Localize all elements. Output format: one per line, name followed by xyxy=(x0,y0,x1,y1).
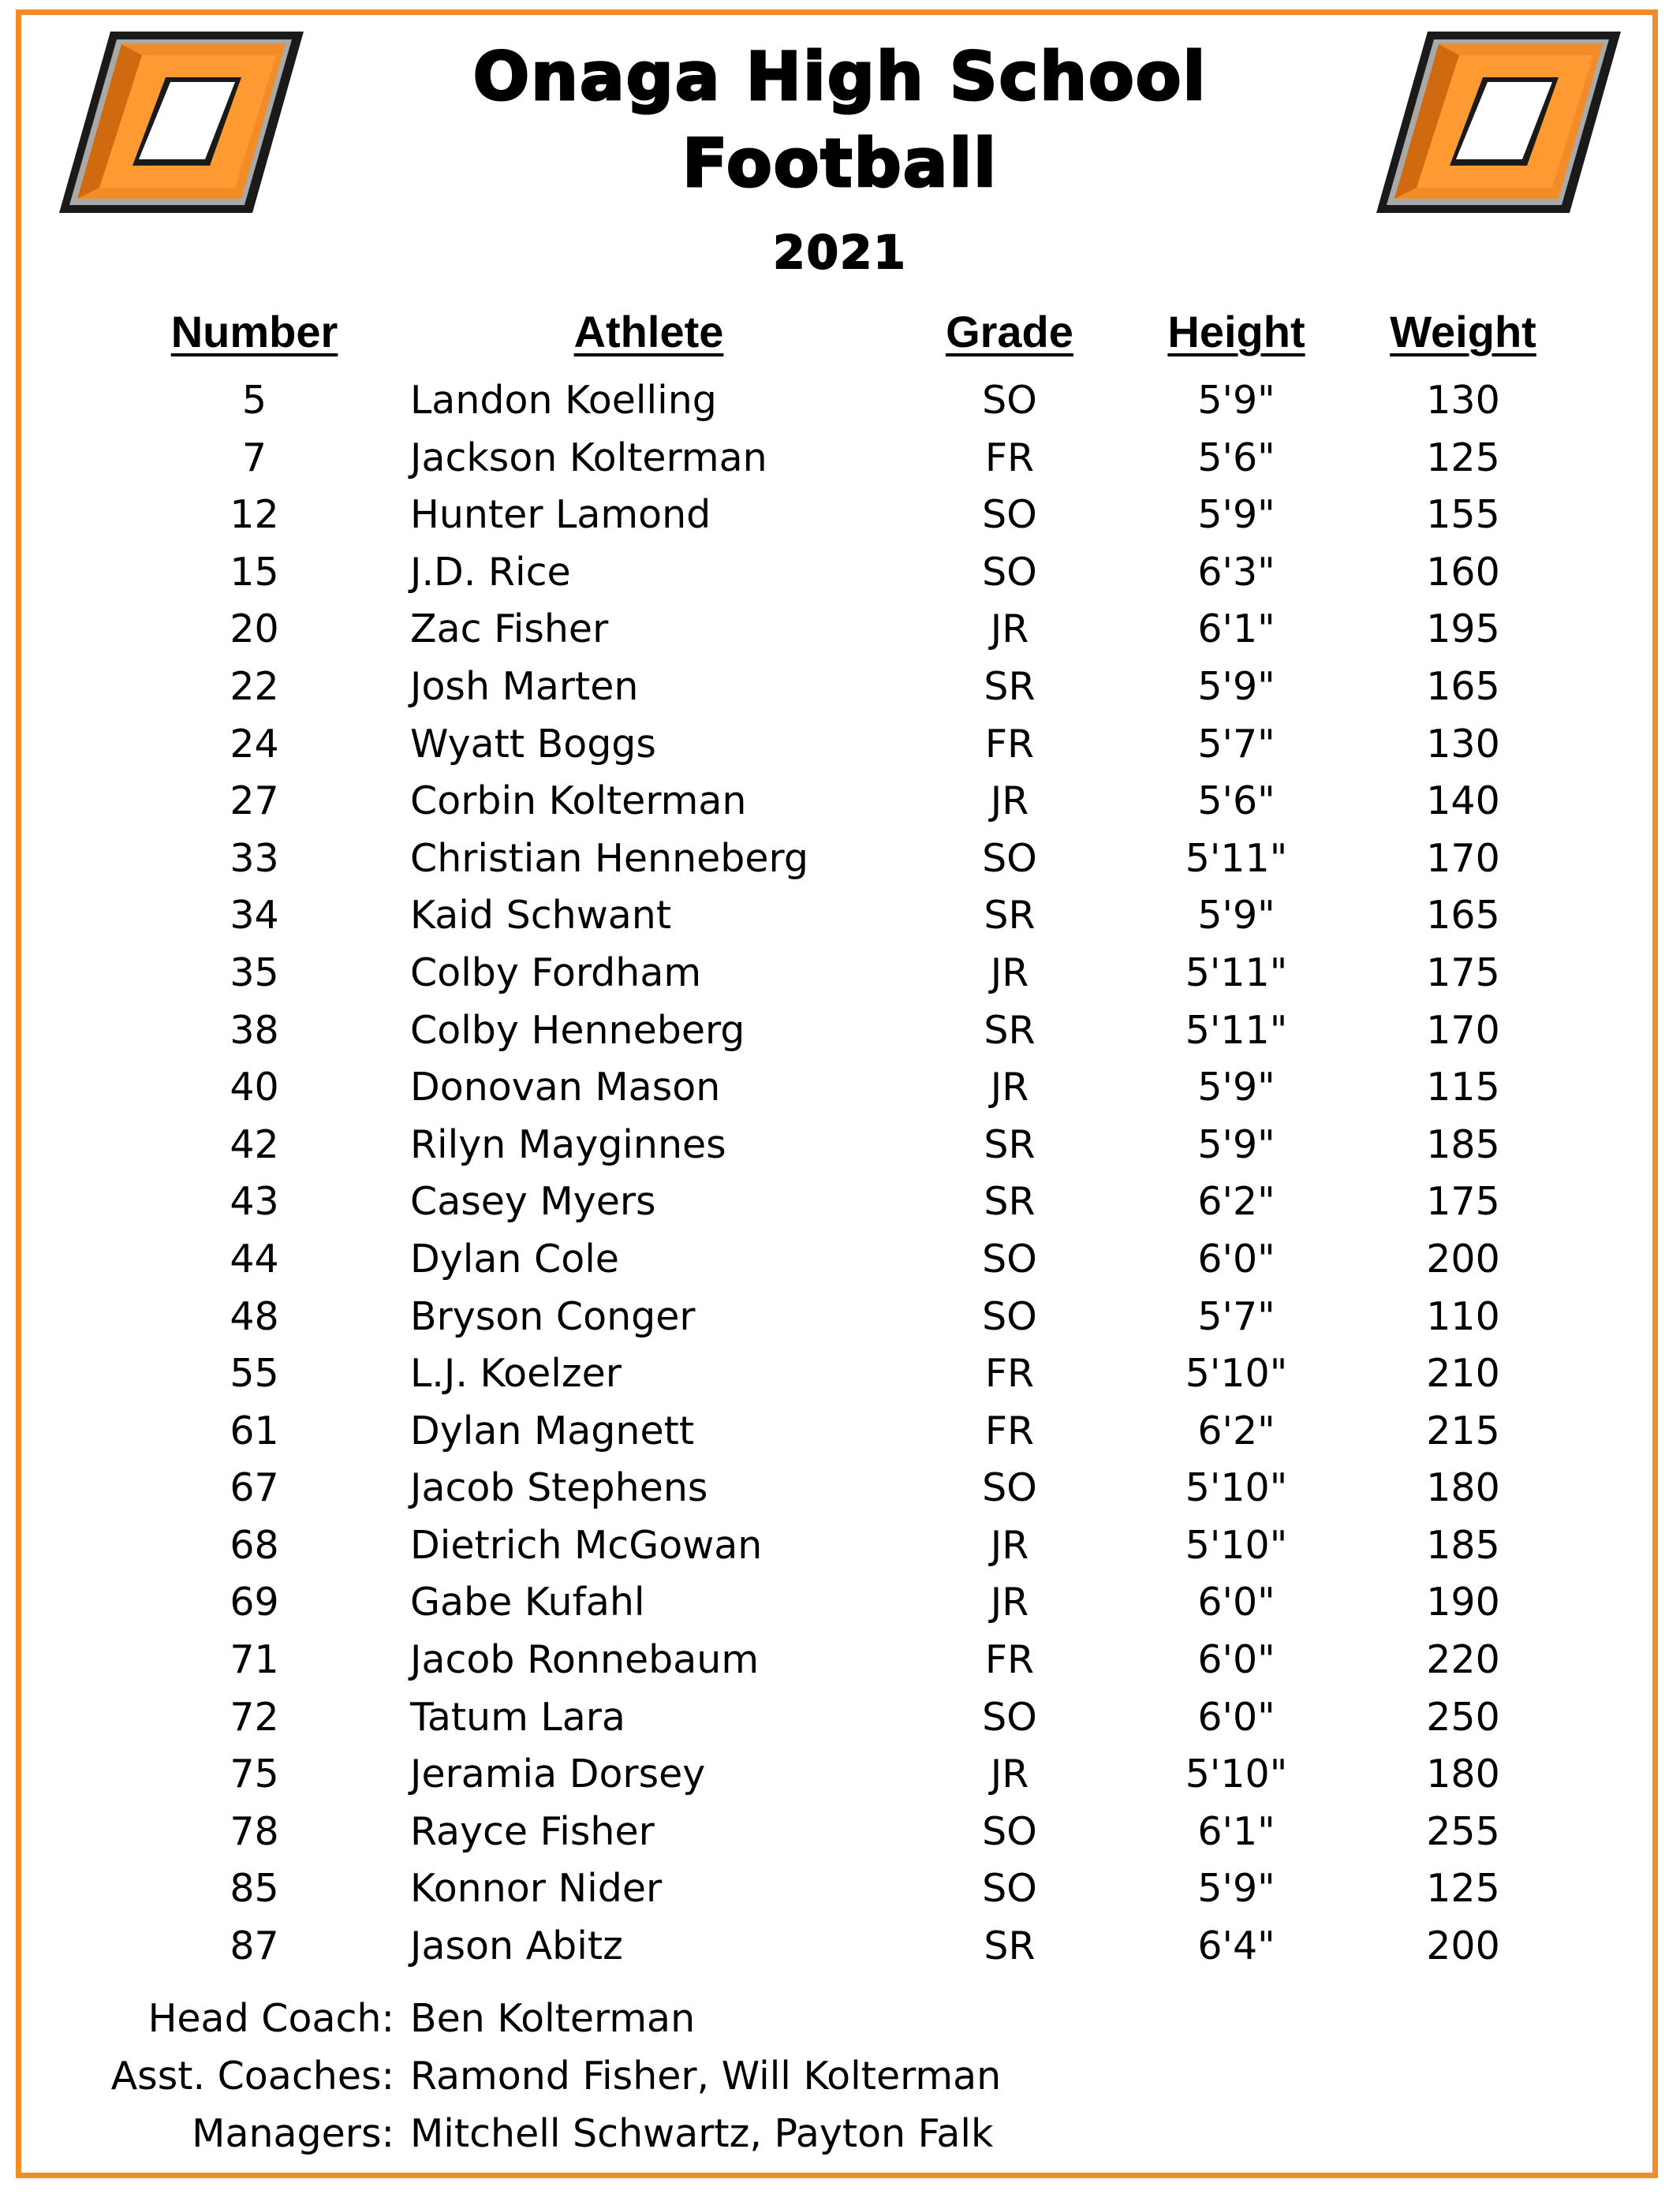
player-name: Colby Henneberg xyxy=(410,1007,745,1053)
player-weight: 200 xyxy=(1426,1236,1500,1282)
table-row xyxy=(0,1231,1680,1289)
player-number: 78 xyxy=(230,1808,279,1854)
player-name: Josh Marten xyxy=(410,663,639,709)
player-number: 71 xyxy=(230,1637,279,1683)
table-row xyxy=(0,1746,1680,1804)
player-weight: 130 xyxy=(1426,721,1500,767)
player-name: Rayce Fisher xyxy=(410,1808,655,1854)
player-height: 6'0" xyxy=(1197,1236,1275,1282)
table-row xyxy=(0,1804,1680,1861)
player-weight: 170 xyxy=(1426,1007,1500,1053)
player-number: 40 xyxy=(230,1065,279,1110)
table-row xyxy=(0,659,1680,716)
page-subtitle: Football xyxy=(682,125,998,202)
player-number: 34 xyxy=(230,893,279,938)
player-grade: JR xyxy=(990,778,1029,824)
player-name: Christian Henneberg xyxy=(410,835,808,881)
column-header-grade: Grade xyxy=(946,307,1073,356)
player-weight: 190 xyxy=(1426,1580,1500,1625)
table-row xyxy=(0,1059,1680,1117)
player-number: 22 xyxy=(230,663,279,709)
player-weight: 215 xyxy=(1426,1408,1500,1453)
player-name: Wyatt Boggs xyxy=(410,721,656,767)
player-height: 5'9" xyxy=(1197,1866,1275,1912)
player-height: 5'9" xyxy=(1197,378,1275,423)
table-row xyxy=(0,1460,1680,1517)
table-row xyxy=(0,1517,1680,1575)
player-weight: 255 xyxy=(1426,1808,1500,1854)
table-row xyxy=(0,1289,1680,1346)
player-height: 5'10" xyxy=(1185,1351,1288,1397)
table-row xyxy=(0,1173,1680,1231)
player-grade: SO xyxy=(982,378,1037,423)
player-weight: 250 xyxy=(1426,1694,1500,1740)
player-height: 5'10" xyxy=(1185,1465,1288,1511)
table-row xyxy=(0,945,1680,1002)
table-row xyxy=(0,1574,1680,1632)
player-height: 5'10" xyxy=(1185,1752,1288,1797)
player-height: 6'3" xyxy=(1197,549,1275,595)
player-grade: SR xyxy=(984,1007,1036,1053)
season-year: 2021 xyxy=(773,226,907,279)
player-height: 6'0" xyxy=(1197,1580,1275,1625)
player-number: 24 xyxy=(230,721,279,767)
player-number: 12 xyxy=(230,492,279,538)
player-grade: SO xyxy=(982,1293,1037,1339)
player-weight: 165 xyxy=(1426,893,1500,938)
player-name: Dylan Magnett xyxy=(410,1408,695,1453)
staff-label: Asst. Coaches: xyxy=(110,2054,394,2099)
player-height: 6'2" xyxy=(1197,1408,1275,1453)
player-height: 6'0" xyxy=(1197,1694,1275,1740)
player-number: 42 xyxy=(230,1121,279,1167)
player-name: Jackson Kolterman xyxy=(410,435,767,480)
player-grade: SR xyxy=(984,663,1036,709)
player-grade: JR xyxy=(990,606,1029,652)
player-name: Kaid Schwant xyxy=(410,893,672,938)
player-height: 5'11" xyxy=(1185,950,1288,995)
player-grade: FR xyxy=(984,1408,1035,1453)
player-name: L.J. Koelzer xyxy=(410,1351,622,1397)
table-row xyxy=(0,773,1680,830)
player-weight: 180 xyxy=(1426,1465,1500,1511)
player-name: Colby Fordham xyxy=(410,950,702,995)
player-number: 35 xyxy=(230,950,279,995)
player-height: 5'9" xyxy=(1197,1065,1275,1110)
table-row xyxy=(0,1345,1680,1403)
table-row xyxy=(0,487,1680,544)
staff-row xyxy=(0,2106,1680,2163)
player-grade: SO xyxy=(982,1866,1037,1912)
staff-names: Ben Kolterman xyxy=(410,1996,696,2041)
table-row xyxy=(0,1918,1680,1976)
table-row xyxy=(0,716,1680,774)
player-weight: 115 xyxy=(1426,1065,1500,1110)
player-weight: 110 xyxy=(1426,1293,1500,1339)
player-height: 6'4" xyxy=(1197,1923,1275,1969)
table-row xyxy=(0,430,1680,487)
player-grade: SR xyxy=(984,1179,1036,1225)
player-number: 69 xyxy=(230,1580,279,1625)
player-height: 5'9" xyxy=(1197,492,1275,538)
table-row xyxy=(0,601,1680,659)
player-height: 5'9" xyxy=(1197,1121,1275,1167)
player-weight: 160 xyxy=(1426,549,1500,595)
player-grade: FR xyxy=(984,1637,1035,1683)
player-weight: 125 xyxy=(1426,1866,1500,1912)
player-height: 6'2" xyxy=(1197,1179,1275,1225)
table-row xyxy=(0,1632,1680,1689)
player-number: 15 xyxy=(230,549,279,595)
roster-table xyxy=(0,372,1680,1976)
player-height: 6'0" xyxy=(1197,1637,1275,1683)
player-weight: 130 xyxy=(1426,378,1500,423)
player-number: 38 xyxy=(230,1007,279,1053)
player-name: Dylan Cole xyxy=(410,1236,619,1282)
player-grade: FR xyxy=(984,1351,1035,1397)
staff-row xyxy=(0,1990,1680,2048)
player-grade: JR xyxy=(990,1522,1029,1568)
player-number: 48 xyxy=(230,1293,279,1339)
player-name: Jacob Stephens xyxy=(410,1465,708,1511)
player-grade: SO xyxy=(982,1694,1037,1740)
player-grade: SR xyxy=(984,1121,1036,1167)
table-row xyxy=(0,372,1680,430)
player-number: 75 xyxy=(230,1752,279,1797)
player-name: Dietrich McGowan xyxy=(410,1522,763,1568)
player-height: 5'11" xyxy=(1185,835,1288,881)
table-row xyxy=(0,1403,1680,1461)
player-weight: 155 xyxy=(1426,492,1500,538)
player-height: 5'6" xyxy=(1197,435,1275,480)
player-name: Jeramia Dorsey xyxy=(410,1752,706,1797)
player-number: 61 xyxy=(230,1408,279,1453)
player-height: 5'9" xyxy=(1197,893,1275,938)
player-number: 33 xyxy=(230,835,279,881)
player-name: Rilyn Mayginnes xyxy=(410,1121,726,1167)
player-weight: 210 xyxy=(1426,1351,1500,1397)
player-name: Corbin Kolterman xyxy=(410,778,747,824)
player-number: 72 xyxy=(230,1694,279,1740)
player-grade: JR xyxy=(990,1752,1029,1797)
player-grade: SO xyxy=(982,549,1037,595)
player-number: 87 xyxy=(230,1923,279,1969)
player-height: 5'11" xyxy=(1185,1007,1288,1053)
player-number: 55 xyxy=(230,1351,279,1397)
staff-label: Head Coach: xyxy=(147,1996,394,2041)
player-weight: 165 xyxy=(1426,663,1500,709)
table-row xyxy=(0,887,1680,945)
player-number: 43 xyxy=(230,1179,279,1225)
column-header-athlete: Athlete xyxy=(573,307,724,356)
staff-list xyxy=(0,1990,1680,2163)
player-grade: FR xyxy=(984,721,1035,767)
player-weight: 185 xyxy=(1426,1121,1500,1167)
player-number: 85 xyxy=(230,1866,279,1912)
player-weight: 170 xyxy=(1426,835,1500,881)
player-name: Bryson Conger xyxy=(410,1293,696,1339)
player-grade: SO xyxy=(982,835,1037,881)
player-weight: 140 xyxy=(1426,778,1500,824)
player-grade: JR xyxy=(990,1065,1029,1110)
staff-row xyxy=(0,2048,1680,2106)
player-weight: 180 xyxy=(1426,1752,1500,1797)
player-weight: 195 xyxy=(1426,606,1500,652)
player-height: 6'1" xyxy=(1197,606,1275,652)
player-weight: 175 xyxy=(1426,1179,1500,1225)
player-number: 27 xyxy=(230,778,279,824)
player-name: Konnor Nider xyxy=(410,1866,663,1912)
player-grade: SO xyxy=(982,1236,1037,1282)
player-name: J.D. Rice xyxy=(410,549,571,595)
table-row xyxy=(0,1002,1680,1060)
player-number: 67 xyxy=(230,1465,279,1511)
column-header-number: Number xyxy=(170,307,338,356)
player-weight: 185 xyxy=(1426,1522,1500,1568)
player-name: Tatum Lara xyxy=(410,1694,625,1740)
table-row xyxy=(0,1860,1680,1918)
player-number: 7 xyxy=(241,435,267,480)
staff-names: Mitchell Schwartz, Payton Falk xyxy=(410,2111,994,2156)
player-grade: SO xyxy=(982,1808,1037,1854)
table-row xyxy=(0,1117,1680,1174)
player-height: 6'1" xyxy=(1197,1808,1275,1854)
player-grade: JR xyxy=(990,1580,1029,1625)
player-number: 5 xyxy=(241,378,267,423)
player-height: 5'10" xyxy=(1185,1522,1288,1568)
player-weight: 200 xyxy=(1426,1923,1500,1969)
player-grade: SR xyxy=(984,1923,1036,1969)
player-number: 20 xyxy=(230,606,279,652)
player-name: Zac Fisher xyxy=(410,606,609,652)
player-number: 68 xyxy=(230,1522,279,1568)
page-title: Onaga High School xyxy=(472,38,1208,115)
player-name: Jason Abitz xyxy=(410,1923,623,1969)
player-height: 5'7" xyxy=(1197,1293,1275,1339)
table-row xyxy=(0,1689,1680,1747)
player-height: 5'9" xyxy=(1197,663,1275,709)
player-grade: SO xyxy=(982,492,1037,538)
column-header-height: Height xyxy=(1167,307,1305,356)
player-name: Gabe Kufahl xyxy=(410,1580,645,1625)
player-height: 5'6" xyxy=(1197,778,1275,824)
player-name: Donovan Mason xyxy=(410,1065,721,1110)
table-row xyxy=(0,544,1680,602)
player-grade: SO xyxy=(982,1465,1037,1511)
player-weight: 220 xyxy=(1426,1637,1500,1683)
player-name: Casey Myers xyxy=(410,1179,656,1225)
player-grade: FR xyxy=(984,435,1035,480)
player-weight: 175 xyxy=(1426,950,1500,995)
player-grade: SR xyxy=(984,893,1036,938)
player-weight: 125 xyxy=(1426,435,1500,480)
player-name: Landon Koelling xyxy=(410,378,717,423)
staff-names: Ramond Fisher, Will Kolterman xyxy=(410,2054,1002,2099)
player-number: 44 xyxy=(230,1236,279,1282)
staff-label: Managers: xyxy=(192,2111,394,2156)
player-name: Hunter Lamond xyxy=(410,492,711,538)
table-row xyxy=(0,830,1680,888)
column-header-weight: Weight xyxy=(1390,307,1536,356)
player-grade: JR xyxy=(990,950,1029,995)
player-name: Jacob Ronnebaum xyxy=(410,1637,760,1683)
player-height: 5'7" xyxy=(1197,721,1275,767)
